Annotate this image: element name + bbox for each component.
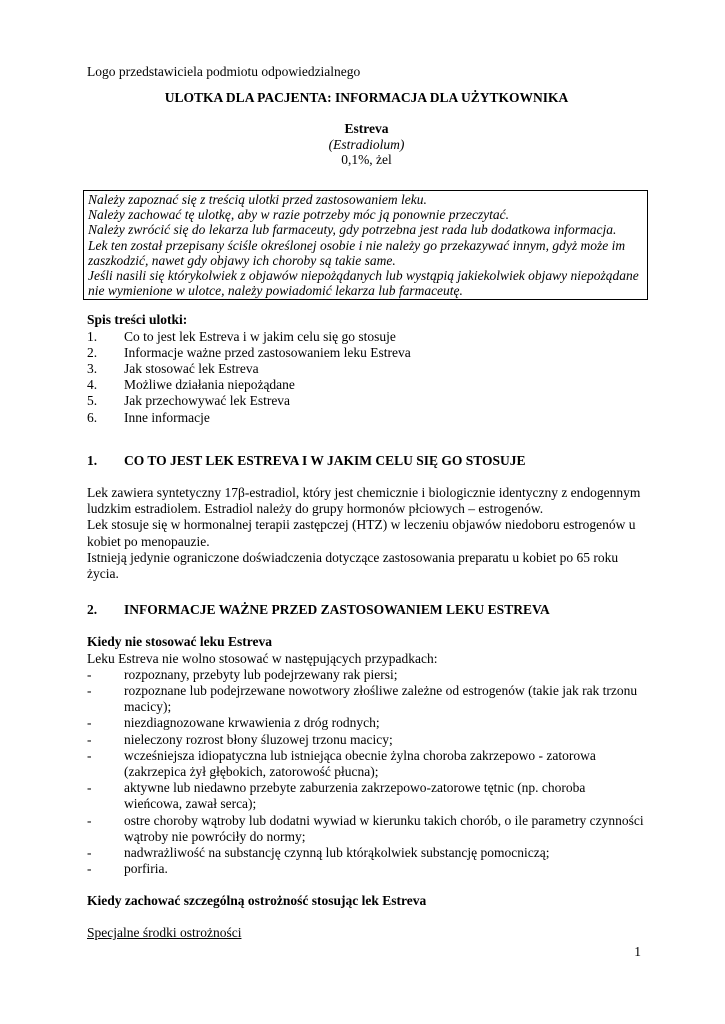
list-item-text: aktywne lub niedawno przebyte zaburzenia zakrzepowo-zatorowe tętnic (np. choroba wieńcowa, zawał serca); xyxy=(124,780,586,812)
toc-item-label: Jak stosować lek Estreva xyxy=(124,360,259,376)
notice-line: Jeśli nasili się którykolwiek z objawów niepożądanych lub wystąpią jakiekolwiek objawy niepożądane nie wymienione w ulotce, należy powiadomić lekarza lub farmaceutę. xyxy=(88,267,639,299)
toc-item-number: 3. xyxy=(87,360,98,376)
list-item-text: porfiria. xyxy=(124,861,168,877)
list-item-text: niezdiagnozowane krwawienia z dróg rodnych; xyxy=(124,715,380,731)
toc-item xyxy=(87,329,646,345)
toc-item-number: 1. xyxy=(87,328,98,344)
drug-substance: (Estradiolum) xyxy=(328,136,405,152)
when-not-to-use-subheading: Kiedy nie stosować leku Estreva xyxy=(87,634,272,650)
drug-identity-block xyxy=(87,121,646,168)
list-item xyxy=(87,845,646,861)
section-1-number: 1. xyxy=(87,452,98,468)
drug-strength: 0,1%, żel xyxy=(341,152,392,168)
dash-marker: - xyxy=(87,812,92,828)
section-2-heading xyxy=(87,602,646,618)
dash-marker: - xyxy=(87,747,92,763)
toc-item xyxy=(87,410,646,426)
list-item-text: nieleczony rozrost błony śluzowej trzonu macicy; xyxy=(124,731,393,747)
drug-name: Estreva xyxy=(344,121,389,137)
dash-marker: - xyxy=(87,731,92,747)
section-1-paragraph: Lek stosuje się w hormonalnej terapii zastępczej (HTZ) w leczeniu objawów niedoboru estrogenów u kobiet po menopauzie. xyxy=(87,517,636,549)
contraindications-intro: Leku Estreva nie wolno stosować w następujących przypadkach: xyxy=(87,650,438,666)
toc-item xyxy=(87,361,646,377)
dash-marker: - xyxy=(87,715,92,731)
toc-item-number: 2. xyxy=(87,344,98,360)
dash-marker: - xyxy=(87,666,92,682)
toc-item xyxy=(87,393,646,409)
toc-item-label: Możliwe działania niepożądane xyxy=(124,377,295,393)
section-1-paragraph: Istnieją jedynie ograniczone doświadczenia dotyczące zastosowania preparatu u kobiet po 65 roku życia. xyxy=(87,549,619,581)
notice-line: Lek ten został przepisany ściśle określonej osobie i nie należy go przekazywać innym, gdyż może im zaszkodzić, nawet gdy objawy ich choroby są takie same. xyxy=(88,237,626,268)
logo-placeholder-line: Logo przedstawiciela podmiotu odpowiedzialnego xyxy=(87,64,361,79)
contraindications-list xyxy=(87,667,646,878)
section-1-body xyxy=(87,485,646,582)
toc-item-label: Inne informacje xyxy=(124,409,210,425)
section-1-heading xyxy=(87,453,646,469)
page-number: 1 xyxy=(634,944,641,959)
list-item-text: nadwrażliwość na substancję czynną lub którąkolwiek substancję pomocniczą; xyxy=(124,845,550,861)
toc-item-label: Jak przechowywać lek Estreva xyxy=(124,393,291,409)
notice-line: Należy zwrócić się do lekarza lub farmaceuty, gdy potrzebna jest rada lub dodatkowa informacja. xyxy=(88,222,617,238)
special-caution-subheading: Kiedy zachować szczególną ostrożność stosując lek Estreva xyxy=(87,893,427,909)
dash-marker: - xyxy=(87,845,92,861)
toc-item-label: Co to jest lek Estreva i w jakim celu się go stosuje xyxy=(124,328,396,344)
list-item-text: rozpoznane lub podejrzewane nowotwory złośliwe zależne od estrogenów (takie jak rak trzonu macicy); xyxy=(124,682,638,715)
section-1-title: CO TO JEST LEK ESTREVA I W JAKIM CELU SIĘ GO STOSUJE xyxy=(124,452,526,468)
dash-marker: - xyxy=(87,780,92,796)
list-item xyxy=(87,780,646,812)
list-item-text: wcześniejsza idiopatyczna lub istniejąca obecnie żylna choroba zakrzepowo - zatorowa (zakrzepica żył głębokich, zatorowość płucna); xyxy=(124,747,596,779)
patient-notice-box xyxy=(83,190,648,300)
list-item xyxy=(87,748,646,780)
table-of-contents xyxy=(87,312,646,425)
section-1-paragraph: Lek zawiera syntetyczny 17β-estradiol, który jest chemicznie i biologicznie identyczny z endogennym ludzkim estradiolem. Estradiol należy do grupy hormonów płciowych – estrogenów. xyxy=(87,484,641,517)
list-item-text: ostre choroby wątroby lub dodatni wywiad w kierunku takich chorób, o ile parametry czynności wątroby nie powróciły do normy; xyxy=(124,812,644,844)
toc-header: Spis treści ulotki: xyxy=(87,312,188,328)
list-item xyxy=(87,732,646,748)
list-item xyxy=(87,861,646,877)
toc-item-label: Informacje ważne przed zastosowaniem leku Estreva xyxy=(124,344,411,360)
toc-item xyxy=(87,345,646,361)
list-item xyxy=(87,683,646,715)
list-item xyxy=(87,667,646,683)
special-precautions-label: Specjalne środki ostrożności xyxy=(87,924,242,940)
notice-line: Należy zachować tę ulotkę, aby w razie potrzeby móc ją ponownie przeczytać. xyxy=(88,207,510,223)
toc-item-number: 4. xyxy=(87,377,98,393)
list-item-text: rozpoznany, przebyty lub podejrzewany rak piersi; xyxy=(124,666,398,682)
notice-line: Należy zapoznać się z treścią ulotki przed zastosowaniem leku. xyxy=(88,191,427,207)
list-item xyxy=(87,813,646,845)
toc-item-number: 6. xyxy=(87,409,98,425)
page-title: ULOTKA DLA PACJENTA: INFORMACJA DLA UŻYTKOWNIKA xyxy=(164,90,569,106)
toc-item-number: 5. xyxy=(87,393,98,409)
toc-item xyxy=(87,377,646,393)
section-2-title: INFORMACJE WAŻNE PRZED ZASTOSOWANIEM LEKU ESTREVA xyxy=(124,602,550,618)
list-item xyxy=(87,715,646,731)
dash-marker: - xyxy=(87,861,92,877)
dash-marker: - xyxy=(87,682,92,698)
section-2-number: 2. xyxy=(87,602,98,618)
